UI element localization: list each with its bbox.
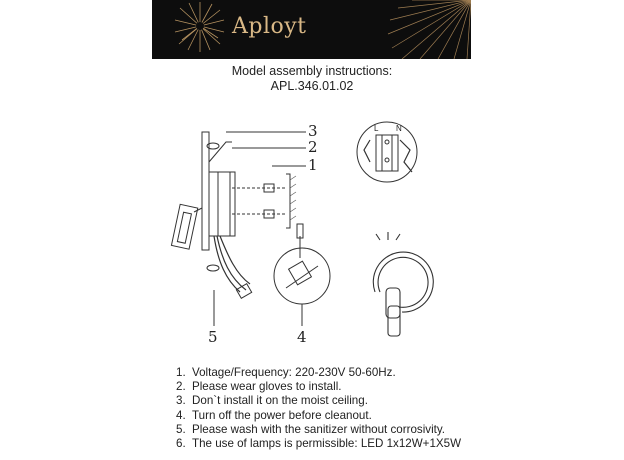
list-item: 5. Please wash with the sanitizer without corrosivity. bbox=[176, 422, 446, 436]
screws bbox=[232, 184, 286, 218]
page-title: Model assembly instructions: bbox=[231, 64, 393, 78]
terminal-label-l: L bbox=[374, 124, 379, 133]
callout-3: 3 bbox=[308, 122, 318, 140]
wall-plate bbox=[202, 132, 209, 250]
terminal-detail bbox=[357, 122, 417, 182]
callout-1: 1 bbox=[308, 156, 318, 174]
list-item: 6. The use of lamps is permissible: LED 1x12W+1X5W bbox=[176, 437, 462, 451]
callout-5: 5 bbox=[208, 328, 218, 346]
ring-lamp-front bbox=[373, 232, 433, 336]
list-item: 4. Turn off the power before cleanout. bbox=[176, 408, 372, 422]
terminal-label-n: N bbox=[396, 124, 402, 133]
list-item: 1. Voltage/Frequency: 220-230V 50-60Hz. bbox=[176, 366, 396, 379]
model-number: APL.346.01.02 bbox=[270, 79, 354, 93]
mounting-box bbox=[209, 172, 235, 236]
callout-4: 4 bbox=[297, 328, 307, 346]
spotlight bbox=[171, 204, 197, 249]
instructions-list bbox=[176, 366, 461, 451]
wall-surface bbox=[286, 174, 290, 228]
callout-2: 2 bbox=[308, 138, 318, 156]
zoom-detail bbox=[274, 248, 330, 304]
list-item: 3. Don`t install it on the moist ceiling. bbox=[176, 394, 368, 408]
list-item: 2. Please wear gloves to install. bbox=[176, 380, 342, 394]
brand-name: Aployt bbox=[232, 14, 307, 39]
